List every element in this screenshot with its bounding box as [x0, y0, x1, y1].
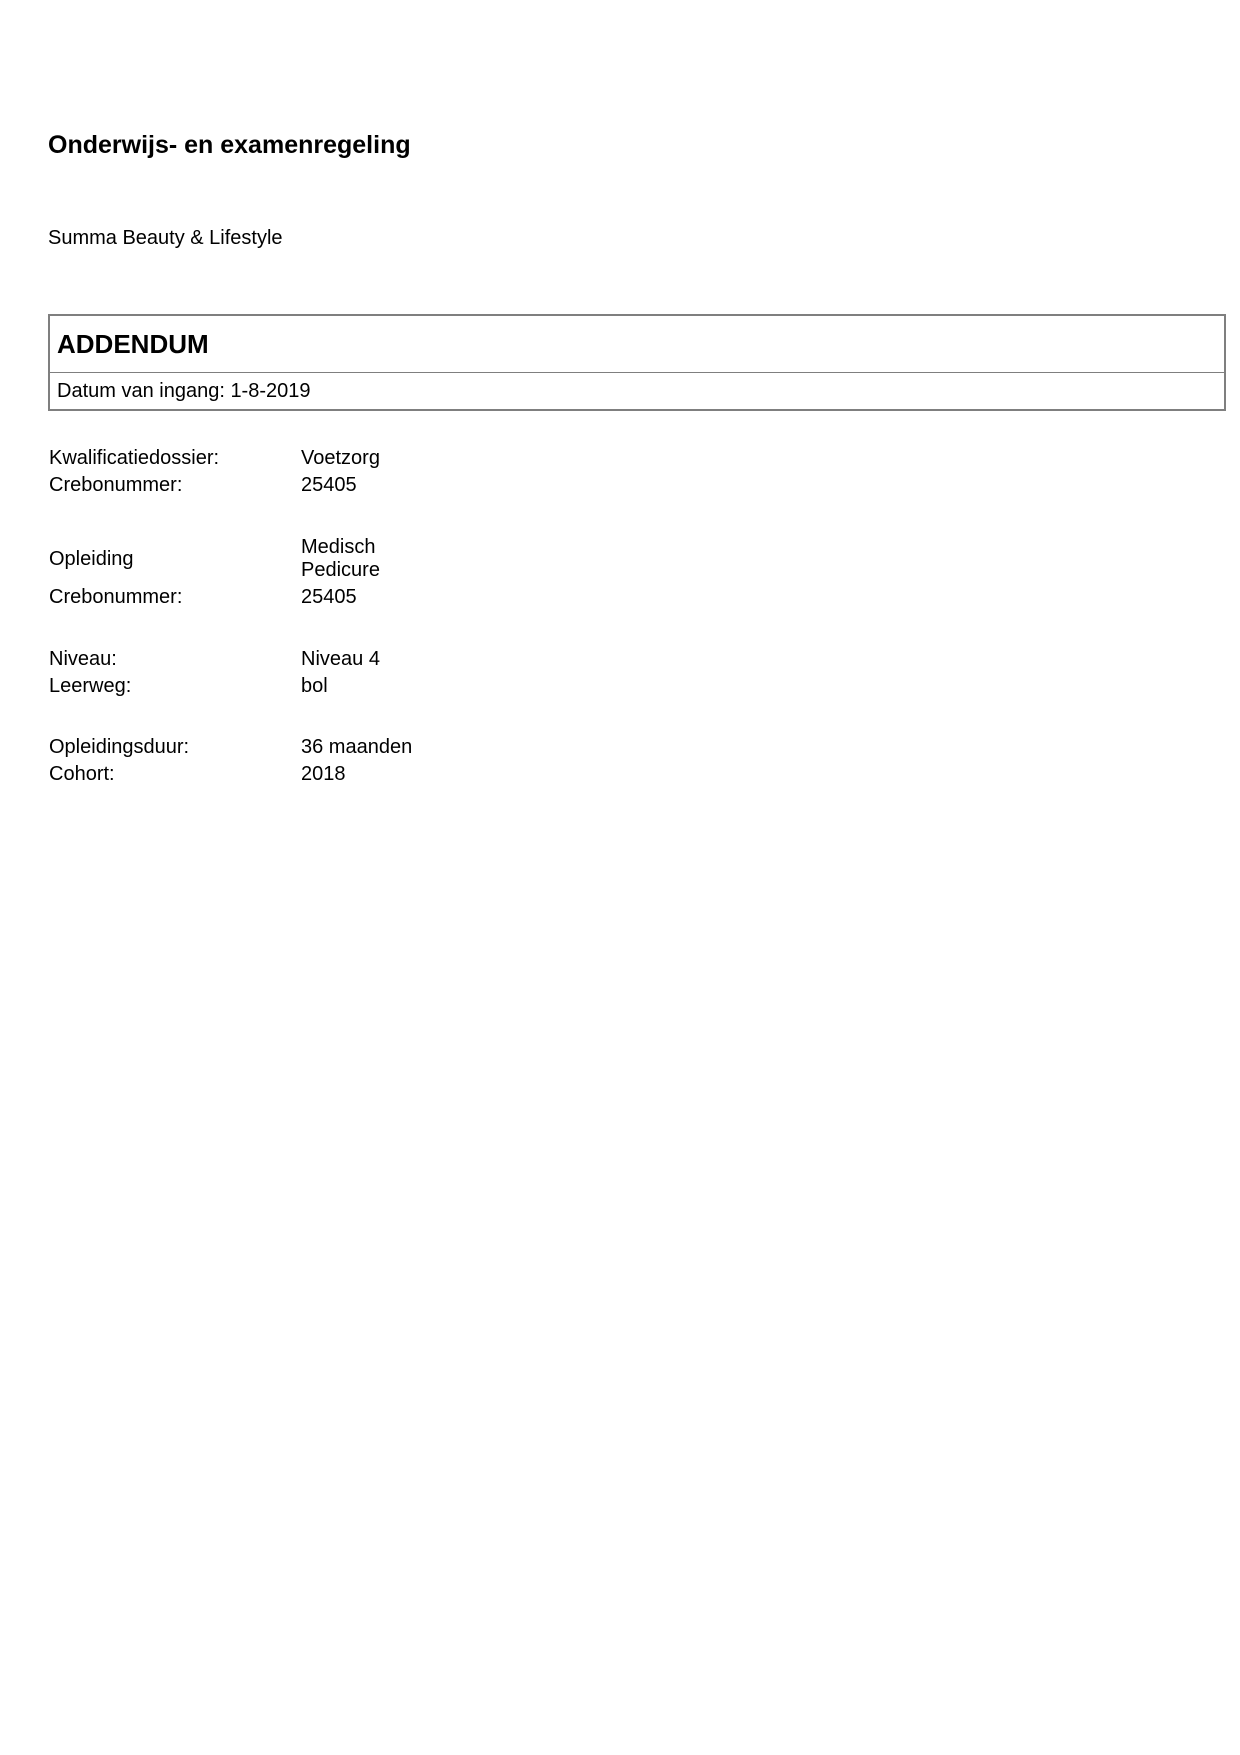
leerweg-value: bol — [301, 675, 328, 697]
crebonummer-opleiding-label: Crebonummer: — [49, 586, 183, 608]
addendum-effective-date: Datum van ingang: 1-8-2019 — [57, 380, 311, 402]
institution-name: Summa Beauty & Lifestyle — [48, 227, 283, 249]
leerweg-label: Leerweg: — [49, 675, 132, 697]
opleidingsduur-value: 36 maanden — [301, 736, 413, 758]
cohort-value: 2018 — [301, 763, 346, 785]
niveau-label: Niveau: — [49, 648, 117, 670]
opleiding-label: Opleiding — [49, 548, 134, 570]
addendum-heading: ADDENDUM — [50, 316, 1224, 373]
kwalificatiedossier-label: Kwalificatiedossier: — [49, 447, 220, 469]
opleiding-value: Medisch Pedicure — [301, 536, 380, 581]
cohort-label: Cohort: — [49, 763, 115, 785]
addendum-box — [48, 314, 1226, 411]
crebonummer-opleiding-value: 25405 — [301, 586, 357, 608]
kwalificatiedossier-value: Voetzorg — [301, 447, 380, 469]
crebonummer-dossier-value: 25405 — [301, 474, 357, 496]
niveau-value: Niveau 4 — [301, 648, 380, 670]
crebonummer-dossier-label: Crebonummer: — [49, 474, 183, 496]
document-title: Onderwijs- en examenregeling — [48, 131, 411, 159]
opleidingsduur-label: Opleidingsduur: — [49, 736, 190, 758]
